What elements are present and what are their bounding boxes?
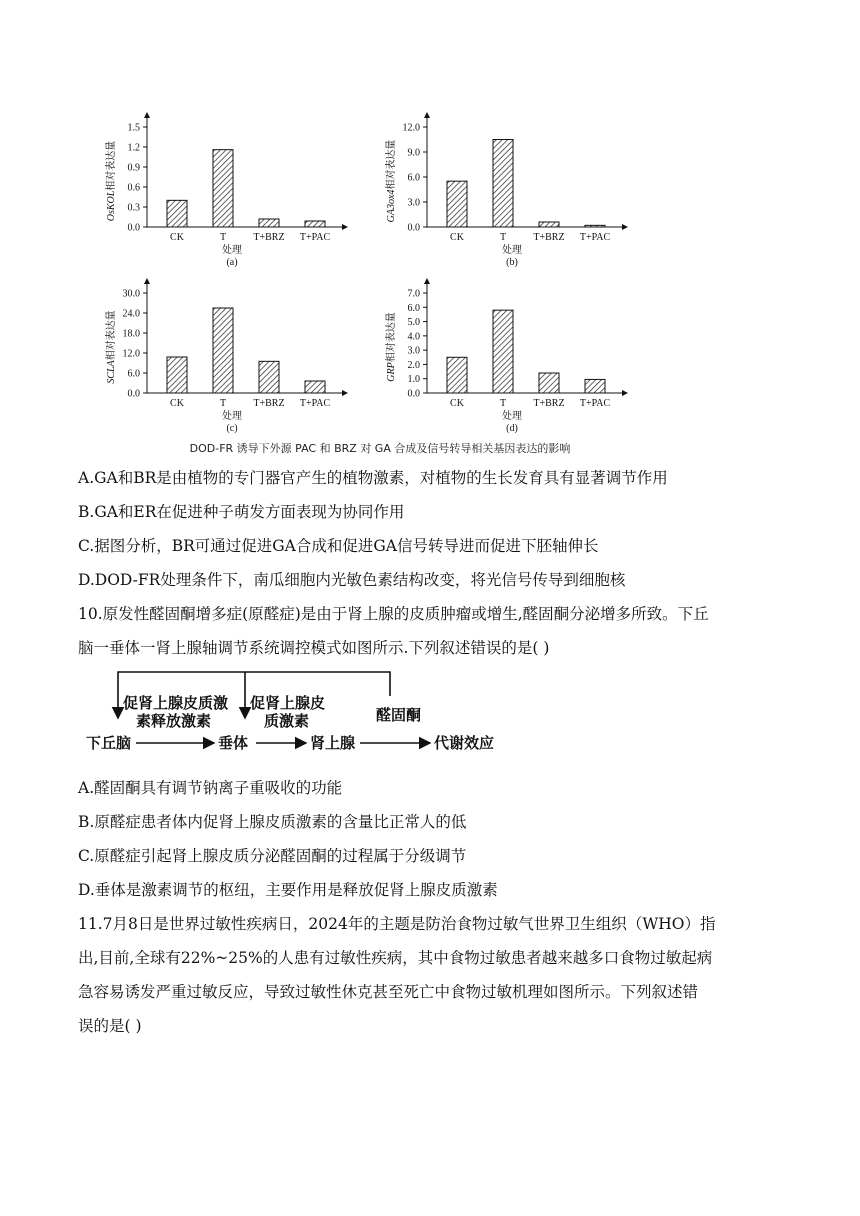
x-tick-label: T+PAC — [579, 398, 611, 409]
y-tick-label: 3.0 — [407, 197, 420, 209]
x-axis-label: 处理 — [222, 245, 242, 256]
option-10a: A.醛固酮具有调节钠离子重吸收的功能 — [78, 779, 343, 797]
bar — [167, 200, 187, 227]
aldosterone-label: 醛固酮 — [376, 706, 422, 724]
y-axis-label: SCLA相对表达量 — [106, 310, 117, 384]
x-tick-label: T+BRZ — [533, 232, 565, 243]
bar — [259, 219, 279, 227]
bar — [585, 379, 605, 393]
crh-label-2: 素释放激素 — [136, 712, 212, 730]
acth-label-2: 质激素 — [264, 712, 310, 730]
panel-label: (d) — [506, 423, 518, 434]
y-tick-label: 0.0 — [127, 222, 140, 234]
gene-expression-figure — [100, 100, 660, 460]
bar-charts — [100, 100, 660, 440]
bar — [447, 181, 467, 227]
y-tick-label: 0.6 — [127, 182, 140, 194]
option-9c: C.据图分析，BR可通过促进GA合成和促进GA信号转导进而促进下胚轴伸长 — [78, 537, 599, 555]
bar — [259, 361, 279, 393]
x-tick-label: T+PAC — [299, 398, 331, 409]
y-tick-label: 0.0 — [407, 222, 420, 234]
x-tick-label: T — [219, 398, 227, 409]
acth-label-1: 促肾上腺皮 — [250, 694, 326, 712]
y-tick-label: 7.0 — [407, 288, 420, 300]
x-tick-label: CK — [450, 232, 464, 243]
question-11-stem-cont-2: 急容易诱发严重过敏反应，导致过敏性休克甚至死亡中食物过敏机理如图所示。下列叙述错 — [78, 983, 699, 1001]
question-11-stem: 11.7月8日是世界过敏性疾病日，2024年的主题是防治食物过敏气世界卫生组织（WHO）指 — [78, 915, 716, 933]
option-10b: B.原醛症患者体内促肾上腺皮质激素的含量比正常人的低 — [78, 813, 467, 831]
x-tick-label: T+PAC — [579, 232, 611, 243]
y-tick-label: 18.0 — [122, 328, 140, 340]
y-tick-label: 6.0 — [127, 368, 140, 380]
x-axis-label: 处理 — [502, 245, 522, 256]
question-11-stem-cont-1: 出,目前,全球有22%~25%的人患有过敏性疾病，其中食物过敏患者越来越多口食物过敏起病 — [78, 949, 713, 967]
bar — [539, 373, 559, 393]
y-tick-label: 12.0 — [402, 122, 420, 134]
figure-caption: DOD-FR 诱导下外源 PAC 和 BRZ 对 GA 合成及信号转导相关基因表达的影响 — [189, 442, 571, 455]
x-tick-label: CK — [170, 232, 184, 243]
bar — [167, 357, 187, 393]
y-axis-label: OsKOL相对表达量 — [106, 140, 117, 222]
y-tick-label: 6.0 — [407, 302, 420, 314]
bar — [493, 140, 513, 228]
option-10d: D.垂体是激素调节的枢纽，主要作用是释放促肾上腺皮质激素 — [78, 881, 498, 899]
option-10c: C.原醛症引起肾上腺皮质分泌醛固酮的过程属于分级调节 — [78, 847, 467, 865]
option-9a: A.GA和BR是由植物的专门器官产生的植物激素，对植物的生长发育具有显著调节作用 — [78, 469, 668, 487]
crh-label-1: 促肾上腺皮质激 — [123, 694, 229, 712]
bar — [305, 221, 325, 227]
bar — [539, 222, 559, 227]
y-tick-label: 1.0 — [407, 374, 420, 386]
x-tick-label: T — [219, 232, 227, 243]
y-tick-label: 6.0 — [407, 172, 420, 184]
x-tick-label: T+BRZ — [533, 398, 565, 409]
pituitary-node: 垂体 — [218, 734, 249, 752]
question-11-stem-cont-3: 误的是( ) — [78, 1017, 142, 1035]
y-tick-label: 30.0 — [122, 288, 140, 300]
x-tick-label: CK — [450, 398, 464, 409]
x-tick-label: T+PAC — [299, 232, 331, 243]
x-tick-label: T — [499, 398, 507, 409]
y-tick-label: 1.2 — [127, 142, 140, 154]
y-tick-label: 0.0 — [407, 388, 420, 400]
y-axis-label: GA3ox4相对表达量 — [386, 139, 397, 223]
y-tick-label: 0.0 — [127, 388, 140, 400]
y-tick-label: 1.5 — [127, 122, 140, 134]
option-9d: D.DOD-FR处理条件下，南瓜细胞内光敏色素结构改变，将光信号传导到细胞核 — [78, 571, 626, 589]
question-10-stem-cont: 脑一垂体一肾上腺轴调节系统调控模式如图所示.下列叙述错误的是( ) — [78, 639, 550, 657]
option-9b: B.GA和ER在促进种子萌发方面表现为协同作用 — [78, 503, 405, 521]
hpa-axis-diagram — [78, 668, 538, 758]
panel-label: (a) — [226, 257, 238, 268]
y-tick-label: 3.0 — [407, 345, 420, 357]
bar — [493, 310, 513, 393]
x-tick-label: CK — [170, 398, 184, 409]
x-tick-label: T+BRZ — [253, 232, 285, 243]
y-tick-label: 2.0 — [407, 359, 420, 371]
y-tick-label: 0.9 — [127, 162, 140, 174]
adrenal-node: 肾上腺 — [310, 734, 356, 752]
panel-label: (b) — [506, 257, 518, 268]
bar — [213, 150, 233, 227]
bar — [585, 225, 605, 227]
bar — [213, 308, 233, 393]
x-tick-label: T — [499, 232, 507, 243]
y-tick-label: 0.3 — [127, 202, 140, 214]
metabolic-effect-node: 代谢效应 — [434, 734, 495, 752]
bar — [305, 381, 325, 393]
bar — [447, 357, 467, 393]
x-tick-label: T+BRZ — [253, 398, 285, 409]
y-tick-label: 12.0 — [122, 348, 140, 360]
hypothalamus-node: 下丘脑 — [86, 734, 132, 752]
y-tick-label: 4.0 — [407, 331, 420, 343]
panel-label: (c) — [226, 423, 238, 434]
y-tick-label: 24.0 — [122, 308, 140, 320]
question-10-stem: 10.原发性醛固酮增多症(原醛症)是由于肾上腺的皮质肿瘤或增生,醛固酮分泌增多所致。下丘 — [78, 605, 709, 623]
y-tick-label: 9.0 — [407, 147, 420, 159]
x-axis-label: 处理 — [502, 411, 522, 422]
y-axis-label: GRP相对表达量 — [386, 312, 397, 382]
x-axis-label: 处理 — [222, 411, 242, 422]
y-tick-label: 5.0 — [407, 317, 420, 329]
